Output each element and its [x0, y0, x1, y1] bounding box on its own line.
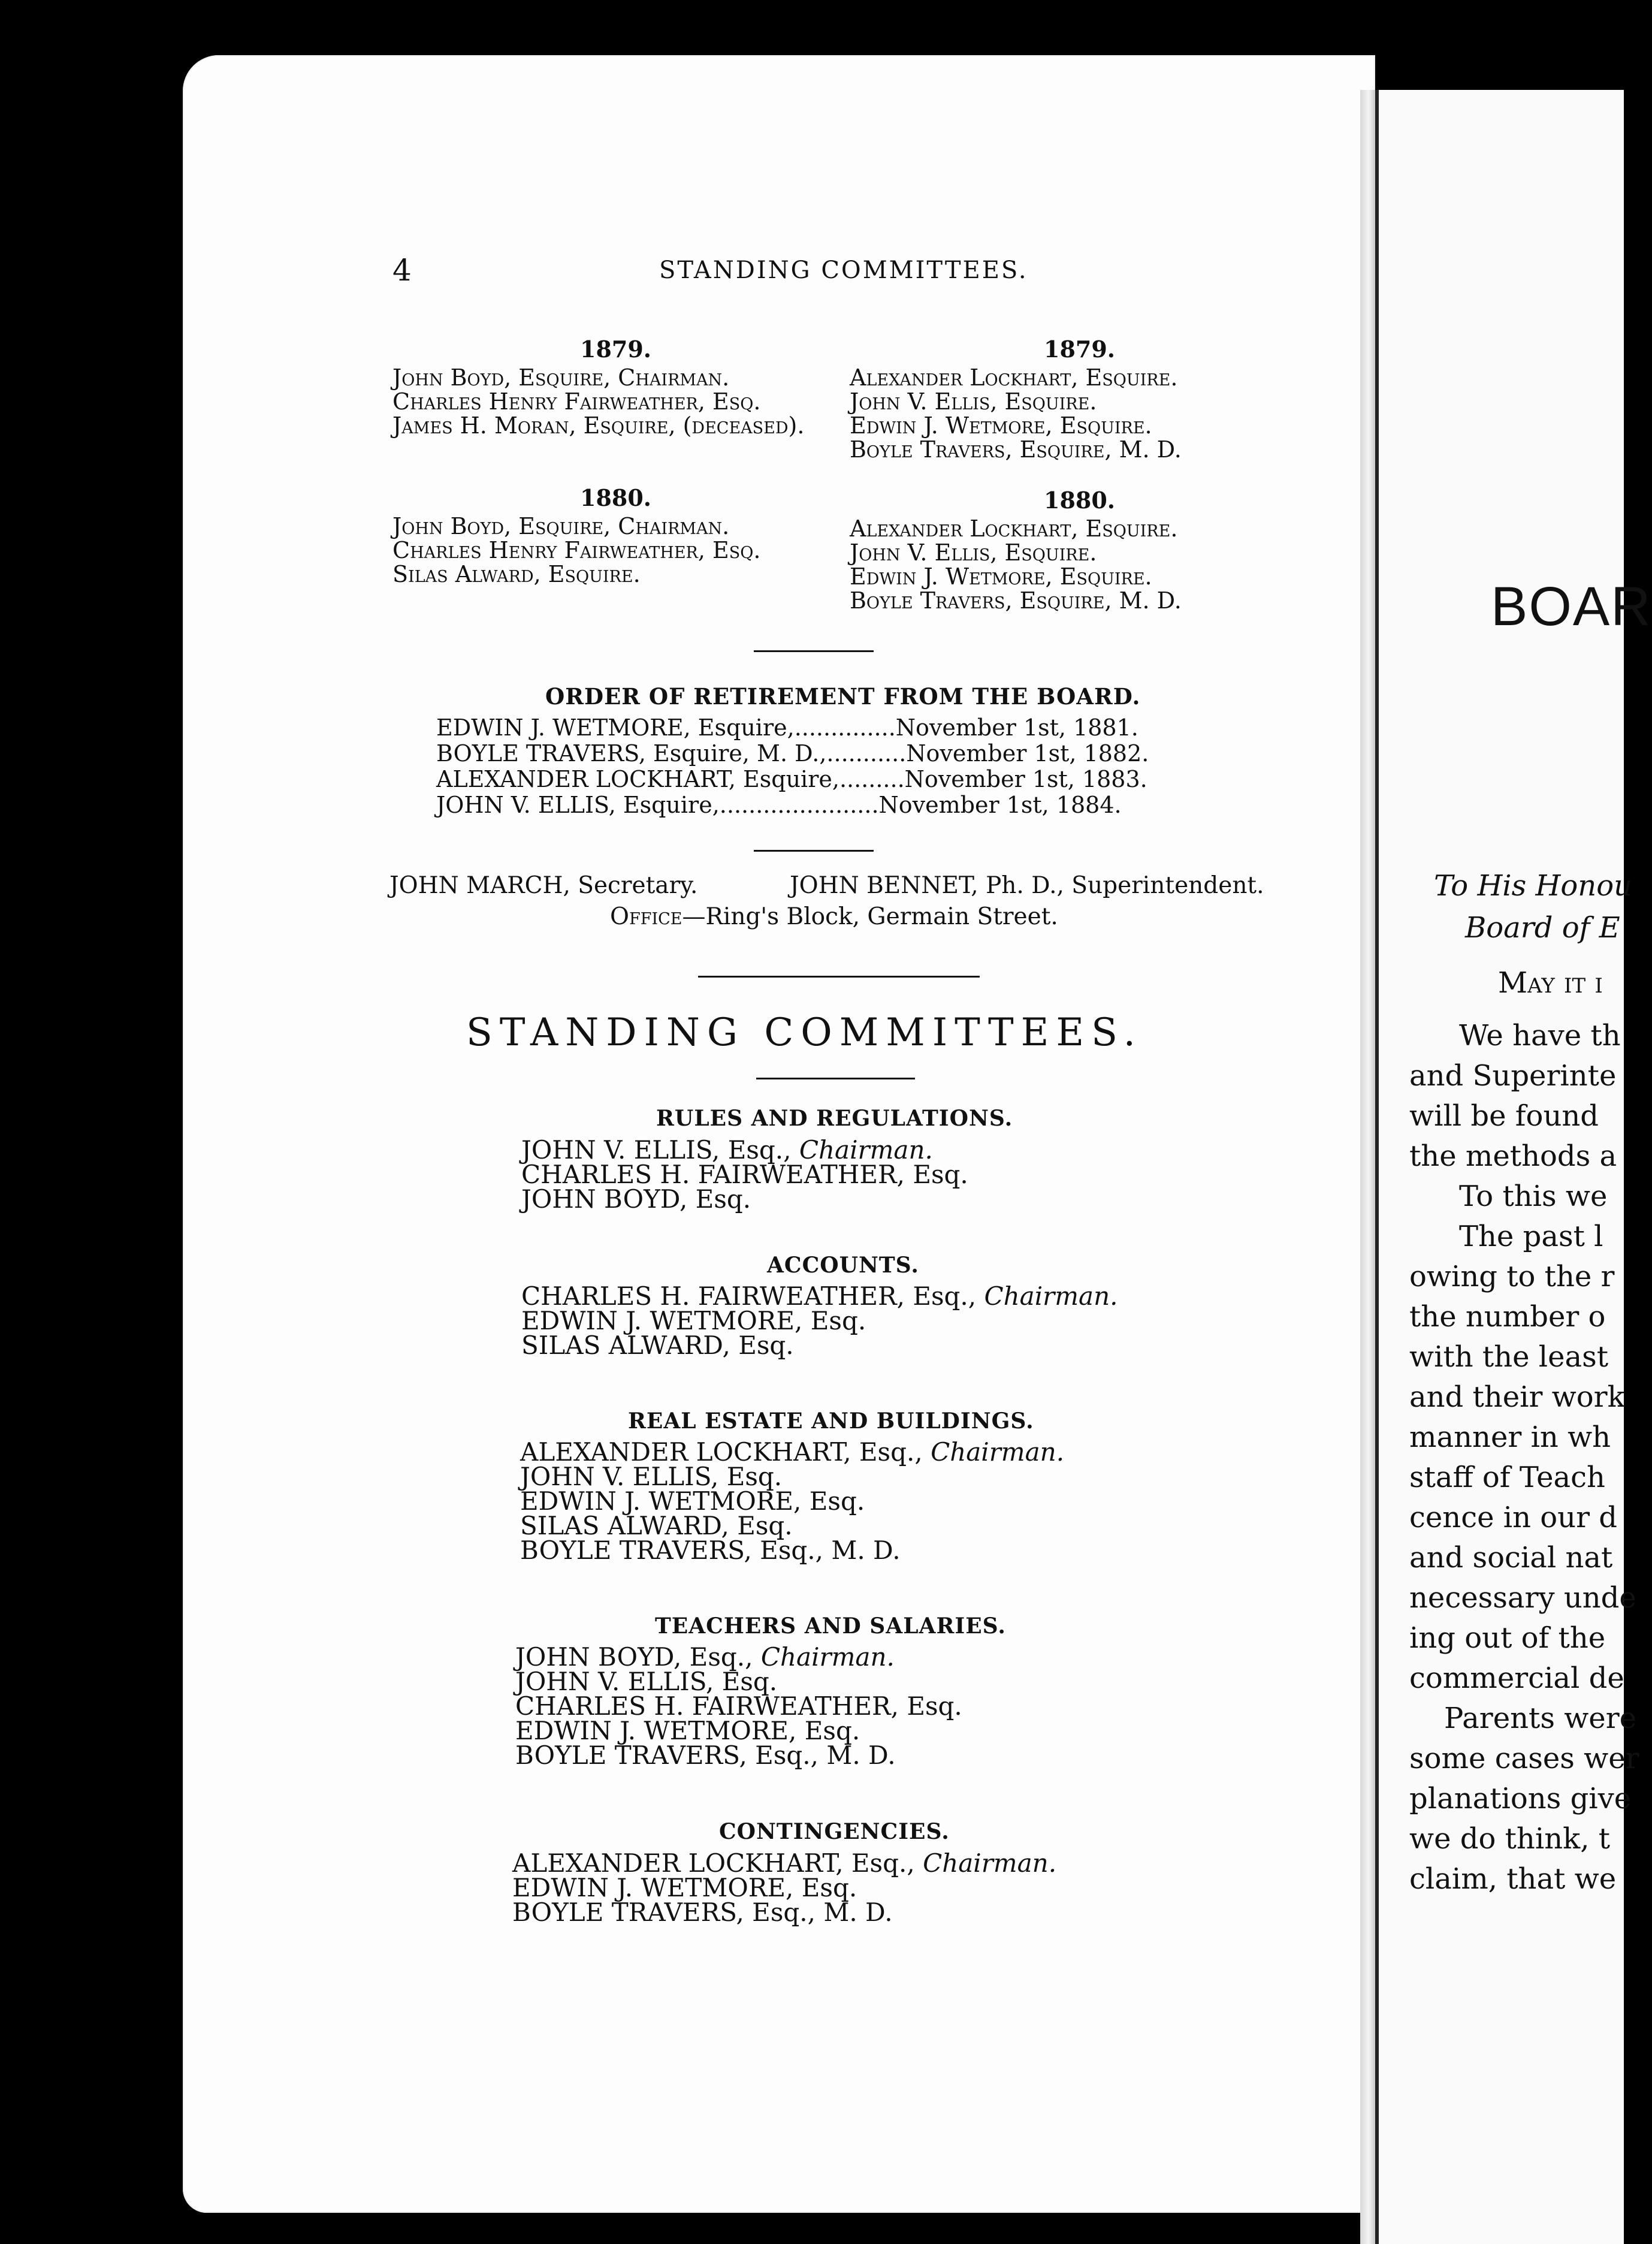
member-role: Chairman. [760, 1642, 895, 1672]
member-name: BOYLE TRAVERS, Esq., M. D. [520, 1536, 901, 1565]
body-line: the methods a [1409, 1139, 1617, 1173]
body-line: will be found [1409, 1099, 1599, 1133]
committee-member [520, 1464, 782, 1489]
member-name: SILAS ALWARD, Esq. [521, 1331, 794, 1360]
dot-leader: .............. [794, 714, 896, 741]
running-head: STANDING COMMITTEES. [659, 257, 1028, 284]
member-line: Boyle Travers, Esquire, M. D. [850, 436, 1182, 463]
committee-member [515, 1718, 860, 1743]
body-line: commercial de [1409, 1661, 1624, 1695]
office-label: Office [610, 903, 682, 930]
committee-member [515, 1743, 896, 1768]
member-name: CHARLES H. FAIRWEATHER, Esq. [521, 1160, 968, 1189]
member-name: EDWIN J. WETMORE, Esq. [515, 1716, 860, 1745]
body-line: claim, that we [1409, 1862, 1617, 1896]
committee-member [521, 1162, 968, 1187]
committee-member [512, 1900, 893, 1925]
body-line: owing to the r [1409, 1260, 1615, 1293]
committee-member [520, 1513, 793, 1538]
member-line: Alexander Lockhart, Esquire. [850, 364, 1178, 391]
body-line: The past l [1459, 1220, 1603, 1253]
member-line: James H. Moran, Esquire, (deceased). [392, 412, 805, 439]
member-role: Chairman. [984, 1281, 1118, 1311]
member-line: Edwin J. Wetmore, Esquire. [850, 563, 1152, 590]
committee-title: TEACHERS AND SALARIES. [655, 1613, 1006, 1639]
body-line: planations give [1409, 1782, 1632, 1815]
body-line: necessary unde [1409, 1581, 1636, 1615]
office-address [610, 903, 1058, 930]
committee-member [515, 1691, 962, 1721]
office-text: —Ring's Block, Germain Street. [682, 903, 1058, 930]
committee-member [512, 1875, 857, 1900]
member-role: Chairman. [931, 1437, 1065, 1467]
body-line: we do think, t [1409, 1822, 1610, 1856]
body-line: with the least [1409, 1340, 1609, 1374]
body-line: Parents were [1444, 1702, 1637, 1735]
retirement-row [436, 766, 1147, 792]
body-line: some cases wer [1409, 1742, 1639, 1775]
member-role: Chairman. [923, 1848, 1057, 1878]
committee-member [521, 1135, 933, 1165]
body-line: ing out of the [1409, 1621, 1606, 1655]
page-number: 4 [392, 253, 412, 288]
member-line: Charles Henry Fairweather, Esq. [392, 537, 761, 563]
retirement-heading: ORDER OF RETIREMENT FROM THE BOARD. [545, 683, 1141, 710]
dot-leader: ........... [826, 740, 907, 767]
year-label: 1880. [1044, 487, 1115, 514]
divider [754, 650, 874, 652]
member-line: John Boyd, Esquire, Chairman. [392, 364, 730, 391]
member-name: JOHN V. ELLIS, Esq. [520, 1462, 783, 1491]
member-name: EDWIN J. WETMORE, Esq. [512, 1873, 857, 1902]
committee-member [521, 1308, 866, 1333]
year-label: 1879. [1044, 336, 1115, 363]
member-name: ALEXANDER LOCKHART, Esq., [520, 1437, 923, 1467]
committee-member [521, 1281, 1118, 1311]
retirement-date: November 1st, 1881. [895, 714, 1138, 741]
member-name: CHARLES H. FAIRWEATHER, Esq., [521, 1281, 977, 1311]
committee-member [520, 1486, 865, 1516]
dot-leader: ......... [839, 766, 905, 792]
divider [754, 850, 874, 852]
member-line: John V. Ellis, Esquire. [850, 388, 1097, 415]
retiree-name: ALEXANDER LOCKHART, Esquire, [436, 766, 839, 792]
address-line: To His Honou [1434, 869, 1633, 903]
member-name: JOHN V. ELLIS, Esq., [521, 1135, 792, 1165]
member-line: Alexander Lockhart, Esquire. [850, 515, 1178, 542]
year-label: 1879. [580, 336, 651, 363]
retirement-date: November 1st, 1884. [878, 792, 1122, 818]
member-name: ALEXANDER LOCKHART, Esq., [512, 1848, 915, 1878]
committee-title: RULES AND REGULATIONS. [656, 1106, 1013, 1131]
retirement-row [436, 792, 1122, 818]
body-line: and social nat [1409, 1541, 1613, 1575]
main-heading: STANDING COMMITTEES. [466, 1011, 1143, 1055]
member-line: John Boyd, Esquire, Chairman. [392, 513, 730, 539]
retirement-date: November 1st, 1882. [906, 740, 1149, 767]
committee-member [515, 1642, 895, 1672]
retirement-date: November 1st, 1883. [904, 766, 1147, 792]
right-page-heading: BOAR [1491, 576, 1652, 637]
retirement-row [436, 714, 1138, 741]
retiree-name: JOHN V. ELLIS, Esquire, [436, 792, 720, 818]
member-line: Boyle Travers, Esquire, M. D. [850, 587, 1182, 614]
divider [756, 1078, 915, 1079]
committee-title: REAL ESTATE AND BUILDINGS. [628, 1408, 1034, 1434]
dot-leader: ...................... [719, 792, 879, 818]
committee-title: ACCOUNTS. [767, 1253, 919, 1278]
member-name: EDWIN J. WETMORE, Esq. [520, 1486, 865, 1516]
body-line: the number o [1409, 1300, 1606, 1334]
committee-member [521, 1184, 751, 1214]
body-line: cence in our d [1409, 1501, 1618, 1534]
retiree-name: EDWIN J. WETMORE, Esquire, [436, 714, 795, 741]
address-line: Board of E [1465, 911, 1620, 945]
body-line: and their work [1409, 1380, 1625, 1414]
page-fold [1360, 90, 1377, 2244]
retiree-name: BOYLE TRAVERS, Esquire, M. D., [436, 740, 827, 767]
committee-title: CONTINGENCIES. [719, 1819, 950, 1844]
committee-member [520, 1538, 901, 1563]
year-label: 1880. [580, 484, 651, 511]
body-line: To this we [1459, 1180, 1608, 1213]
body-line: We have th [1459, 1019, 1621, 1052]
member-name: BOYLE TRAVERS, Esq., M. D. [512, 1898, 893, 1927]
member-role: Chairman. [799, 1135, 933, 1165]
committee-member [512, 1848, 1057, 1878]
divider [698, 976, 980, 978]
member-line: John V. Ellis, Esquire. [850, 539, 1097, 566]
committee-member [515, 1669, 777, 1694]
member-name: SILAS ALWARD, Esq. [520, 1511, 793, 1540]
member-line: Edwin J. Wetmore, Esquire. [850, 412, 1152, 439]
member-name: BOYLE TRAVERS, Esq., M. D. [515, 1741, 896, 1770]
member-name: JOHN BOYD, Esq., [515, 1642, 753, 1672]
body-line: staff of Teach [1409, 1461, 1605, 1494]
committee-member [520, 1437, 1065, 1467]
committee-member [521, 1333, 794, 1358]
member-line: Silas Alward, Esquire. [392, 561, 641, 587]
salutation: May it i [1498, 966, 1603, 1000]
secretary: JOHN MARCH, Secretary. [389, 872, 698, 899]
member-name: JOHN V. ELLIS, Esq. [515, 1667, 778, 1696]
member-name: EDWIN J. WETMORE, Esq. [521, 1306, 866, 1335]
member-name: JOHN BOYD, Esq. [521, 1184, 751, 1214]
member-line: Charles Henry Fairweather, Esq. [392, 388, 761, 415]
retirement-row [436, 740, 1149, 767]
member-name: CHARLES H. FAIRWEATHER, Esq. [515, 1691, 962, 1721]
body-line: manner in wh [1409, 1420, 1611, 1454]
superintendent: JOHN BENNET, Ph. D., Superintendent. [790, 872, 1264, 899]
body-line: and Superinte [1409, 1059, 1617, 1093]
